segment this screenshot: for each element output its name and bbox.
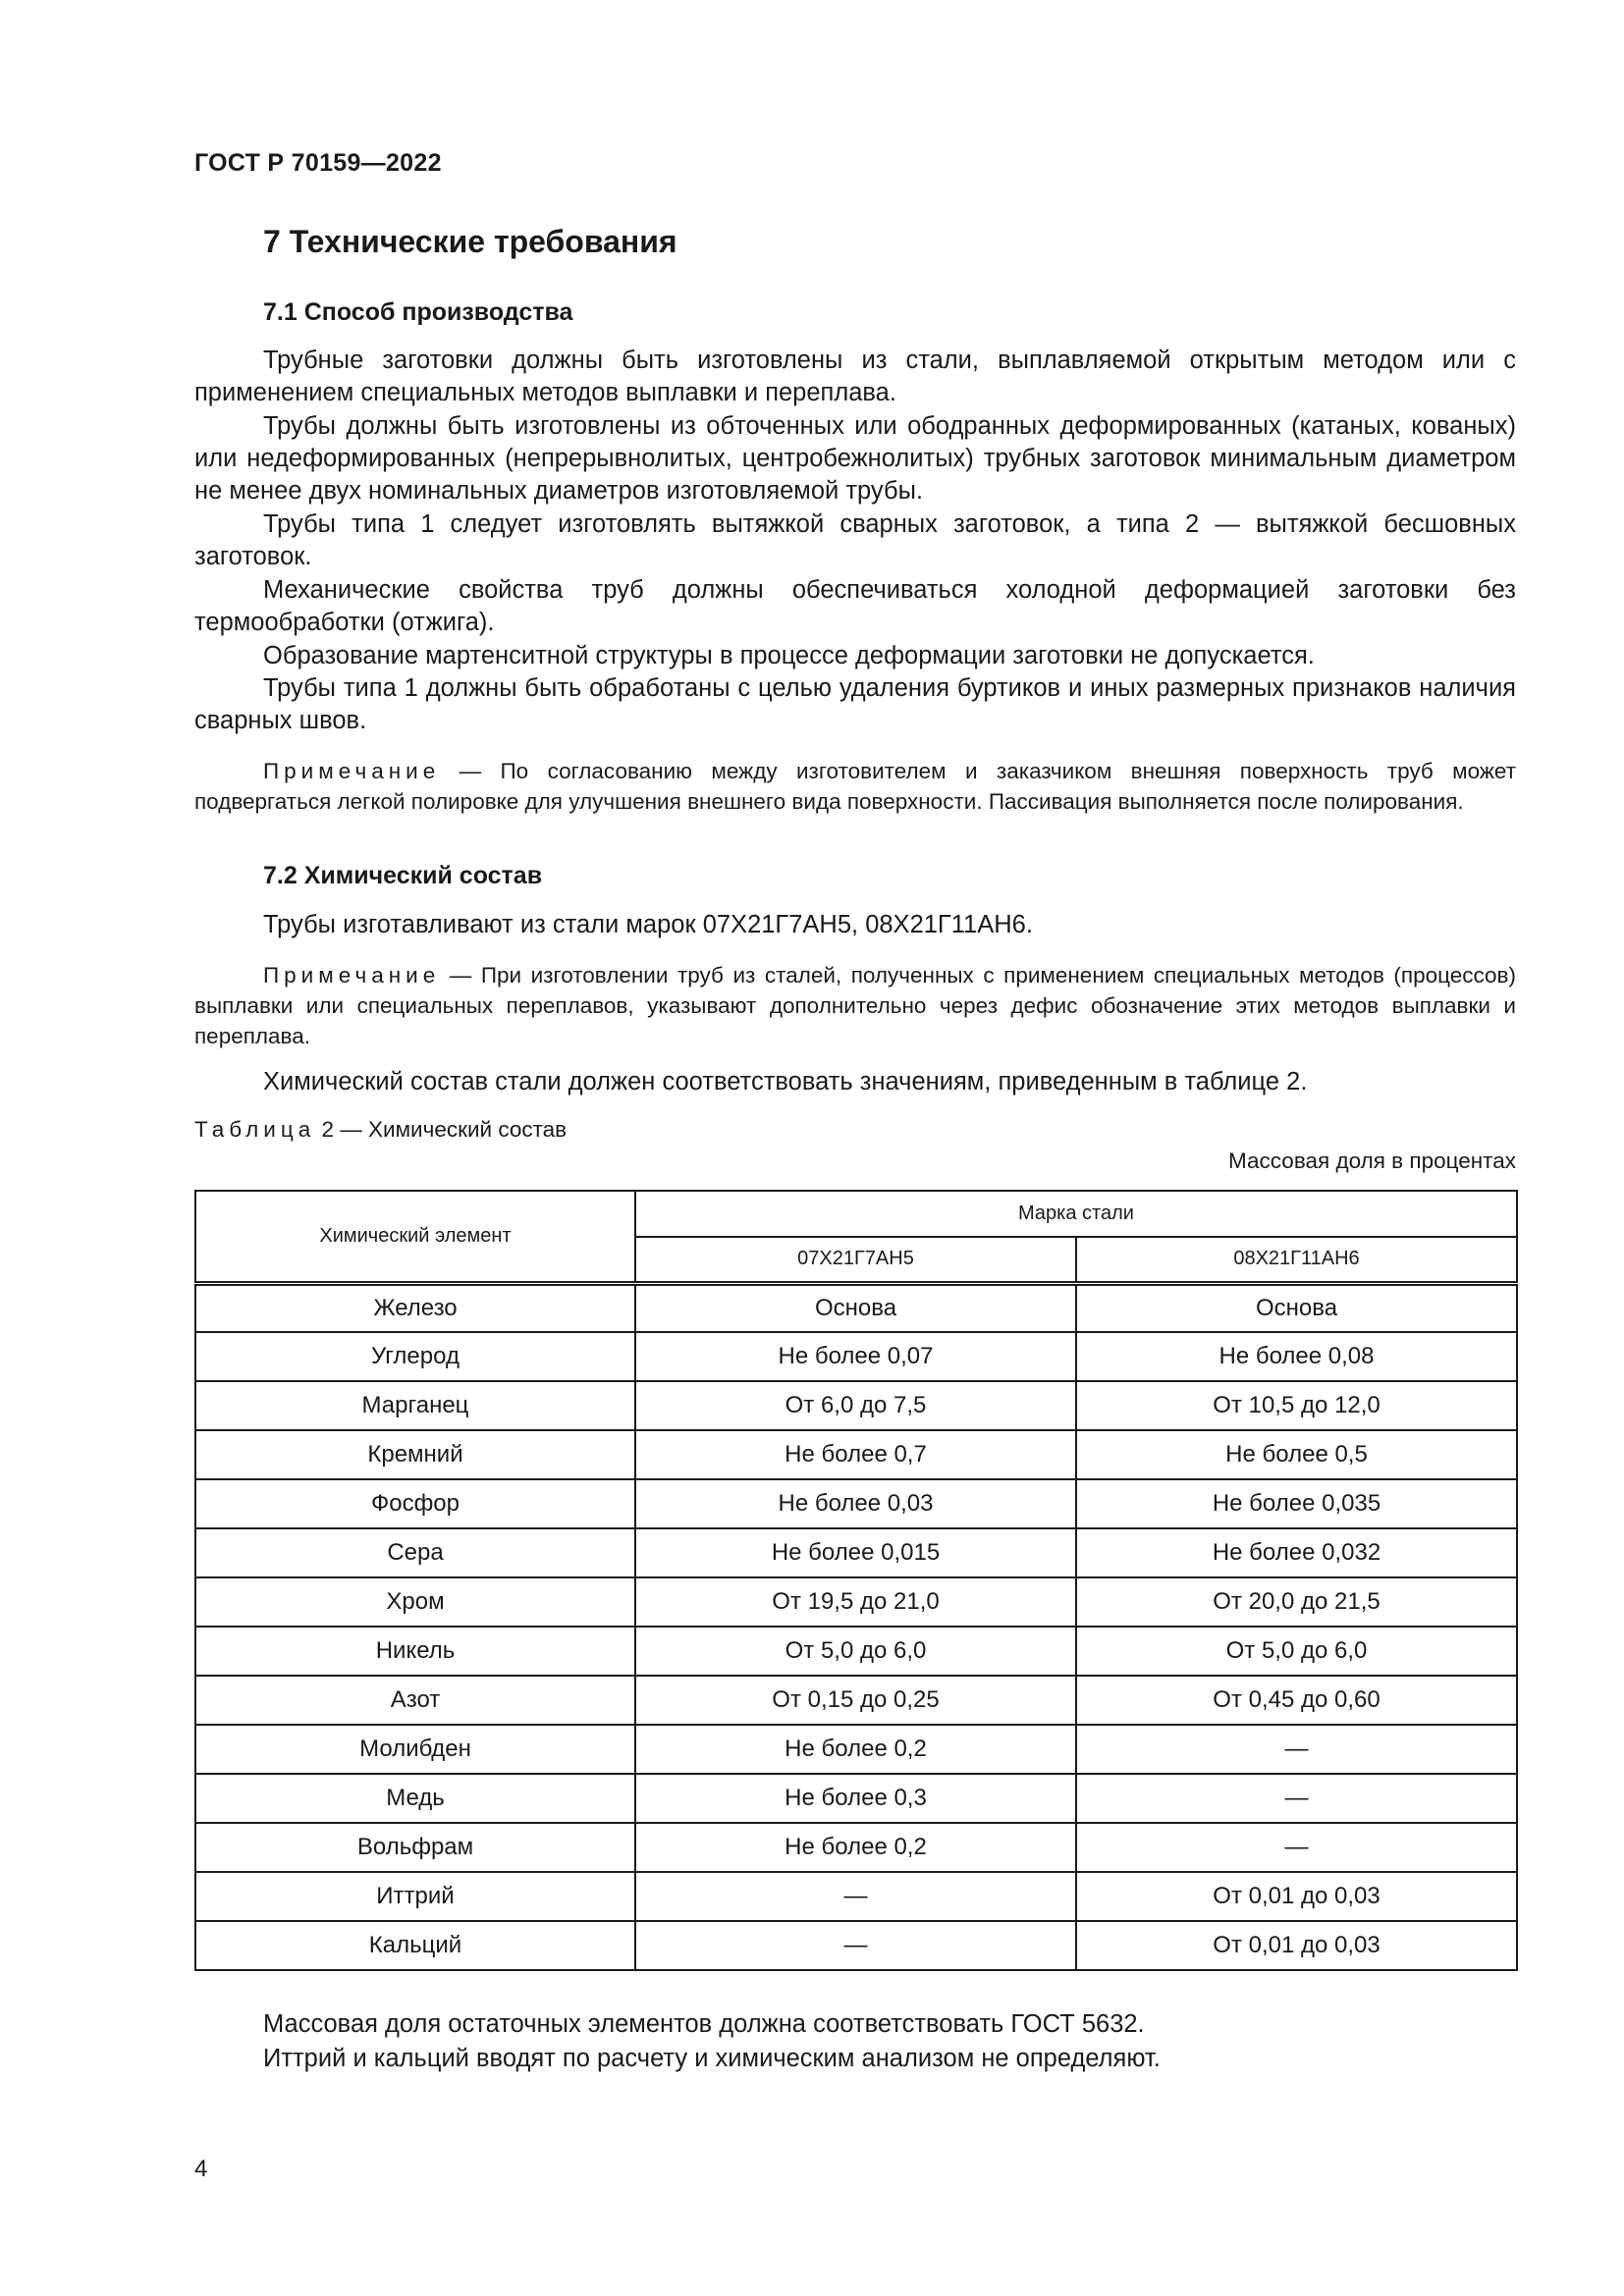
- cell-value: —: [1076, 1823, 1517, 1872]
- cell-element: Кремний: [195, 1430, 635, 1479]
- cell-element: Фосфор: [195, 1479, 635, 1528]
- document-code: ГОСТ Р 70159—2022: [194, 149, 442, 177]
- page-number: 4: [194, 2156, 208, 2182]
- paragraph: Трубы изготавливают из стали марок 07Х21Г7АН5, 08Х21Г11АН6.: [263, 911, 1033, 938]
- table-row: [195, 1921, 1517, 1970]
- cell-element: Хром: [195, 1577, 635, 1627]
- cell-element: Молибден: [195, 1725, 635, 1774]
- cell-value: От 0,01 до 0,03: [1076, 1872, 1517, 1921]
- paragraph: Иттрий и кальций вводят по расчету и химическим анализом не определяют.: [263, 2045, 1161, 2072]
- cell-value: Не более 0,08: [1076, 1332, 1517, 1381]
- cell-element: Марганец: [195, 1381, 635, 1430]
- cell-value: От 0,15 до 0,25: [635, 1676, 1076, 1725]
- cell-value: Не более 0,5: [1076, 1430, 1517, 1479]
- paragraph: Трубные заготовки должны быть изготовлены из стали, выплавляемой открытым методом или с применением специальных методов выплавки и переплава.: [194, 347, 1516, 406]
- paragraph: Трубы должны быть изготовлены из обточенных или ободранных деформированных (катаных, кованых) или недеформированных (непрерывнолитых, центробежнолитых) трубных заготовок минимальным диаметром не менее двух номинальных диаметров изготовляемой трубы.: [194, 412, 1516, 505]
- cell-value: От 10,5 до 12,0: [1076, 1381, 1517, 1430]
- table-unit-note: Массовая доля в процентах: [1228, 1148, 1516, 1173]
- table-caption-text: 2 — Химический состав: [315, 1117, 568, 1142]
- cell-element: Железо: [195, 1283, 635, 1332]
- cell-value: Не более 0,03: [635, 1479, 1076, 1528]
- cell-value: —: [1076, 1774, 1517, 1823]
- table-caption-label: Таблица: [194, 1117, 316, 1142]
- cell-element: Медь: [195, 1774, 635, 1823]
- paragraph: Массовая доля остаточных элементов должна соответствовать ГОСТ 5632.: [263, 2010, 1145, 2038]
- cell-value: Основа: [635, 1283, 1076, 1332]
- cell-element: Кальций: [195, 1921, 635, 1970]
- table-row: [195, 1332, 1517, 1381]
- cell-value: Не более 0,3: [635, 1774, 1076, 1823]
- cell-value: От 0,45 до 0,60: [1076, 1676, 1517, 1725]
- note-label: Примечание: [263, 759, 441, 783]
- note-text: — По согласованию между изготовителем и заказчиком внешняя поверхность труб может подвергаться легкой полировке для улучшения внешнего вида поверхности. Пассивация выполняется после полирования.: [194, 759, 1516, 814]
- paragraph: Трубы типа 1 следует изготовлять вытяжкой сварных заготовок, а типа 2 — вытяжкой бесшовных заготовок.: [194, 510, 1516, 570]
- table-row: [195, 1430, 1517, 1479]
- cell-element: Азот: [195, 1676, 635, 1725]
- table-row: [195, 1872, 1517, 1921]
- table-row: [195, 1381, 1517, 1430]
- subsection-title-7-1: 7.1 Способ производства: [263, 298, 573, 326]
- cell-value: Не более 0,032: [1076, 1528, 1517, 1577]
- cell-element: Никель: [195, 1627, 635, 1676]
- cell-value: —: [1076, 1725, 1517, 1774]
- paragraph: Механические свойства труб должны обеспечиваться холодной деформацией заготовки без термообработки (отжига).: [194, 576, 1516, 636]
- cell-value: От 5,0 до 6,0: [635, 1627, 1076, 1676]
- table-row: [195, 1725, 1517, 1774]
- cell-value: Не более 0,015: [635, 1528, 1076, 1577]
- table-row: [195, 1577, 1517, 1627]
- cell-value: Не более 0,7: [635, 1430, 1076, 1479]
- subsection-title-7-2: 7.2 Химический состав: [263, 862, 543, 889]
- section-title: 7 Технические требования: [263, 224, 677, 259]
- cell-value: Не более 0,07: [635, 1332, 1076, 1381]
- cell-value: —: [635, 1921, 1076, 1970]
- table-row: [195, 1528, 1517, 1577]
- table-row: [195, 1627, 1517, 1676]
- note-text: — При изготовлении труб из сталей, полученных с применением специальных методов (процессов) выплавки или специальных переплавов, указывают дополнительно через дефис обозначение этих методов выплавки и переплава.: [194, 963, 1516, 1048]
- cell-element: Углерод: [195, 1332, 635, 1381]
- header-element: Химический элемент: [195, 1191, 635, 1283]
- paragraph: Химический состав стали должен соответствовать значениям, приведенным в таблице 2.: [263, 1068, 1308, 1095]
- cell-element: Иттрий: [195, 1872, 635, 1921]
- paragraph: Трубы типа 1 должны быть обработаны с целью удаления буртиков и иных размерных признаков наличия сварных швов.: [194, 674, 1516, 734]
- header-grade-1: 07Х21Г7АН5: [635, 1237, 1076, 1283]
- note: [194, 756, 1516, 817]
- table-header-row: [195, 1191, 1517, 1237]
- cell-value: От 20,0 до 21,5: [1076, 1577, 1517, 1627]
- cell-value: Не более 0,2: [635, 1725, 1076, 1774]
- cell-value: —: [635, 1872, 1076, 1921]
- table-caption: [194, 1117, 567, 1143]
- cell-value: Не более 0,2: [635, 1823, 1076, 1872]
- cell-value: От 6,0 до 7,5: [635, 1381, 1076, 1430]
- cell-value: От 5,0 до 6,0: [1076, 1627, 1517, 1676]
- table-row: [195, 1774, 1517, 1823]
- chemical-composition-table: [194, 1190, 1518, 1971]
- header-steel-grade: Марка стали: [635, 1191, 1517, 1237]
- cell-element: Вольфрам: [195, 1823, 635, 1872]
- table-row: [195, 1283, 1517, 1332]
- table-row: [195, 1479, 1517, 1528]
- table-row: [195, 1823, 1517, 1872]
- note-label: Примечание: [263, 963, 441, 988]
- cell-value: От 19,5 до 21,0: [635, 1577, 1076, 1627]
- cell-element: Сера: [195, 1528, 635, 1577]
- cell-value: Не более 0,035: [1076, 1479, 1517, 1528]
- note: [194, 960, 1516, 1051]
- cell-value: От 0,01 до 0,03: [1076, 1921, 1517, 1970]
- cell-value: Основа: [1076, 1283, 1517, 1332]
- header-grade-2: 08Х21Г11АН6: [1076, 1237, 1517, 1283]
- table-row: [195, 1676, 1517, 1725]
- paragraph: Образование мартенситной структуры в процессе деформации заготовки не допускается.: [263, 642, 1315, 669]
